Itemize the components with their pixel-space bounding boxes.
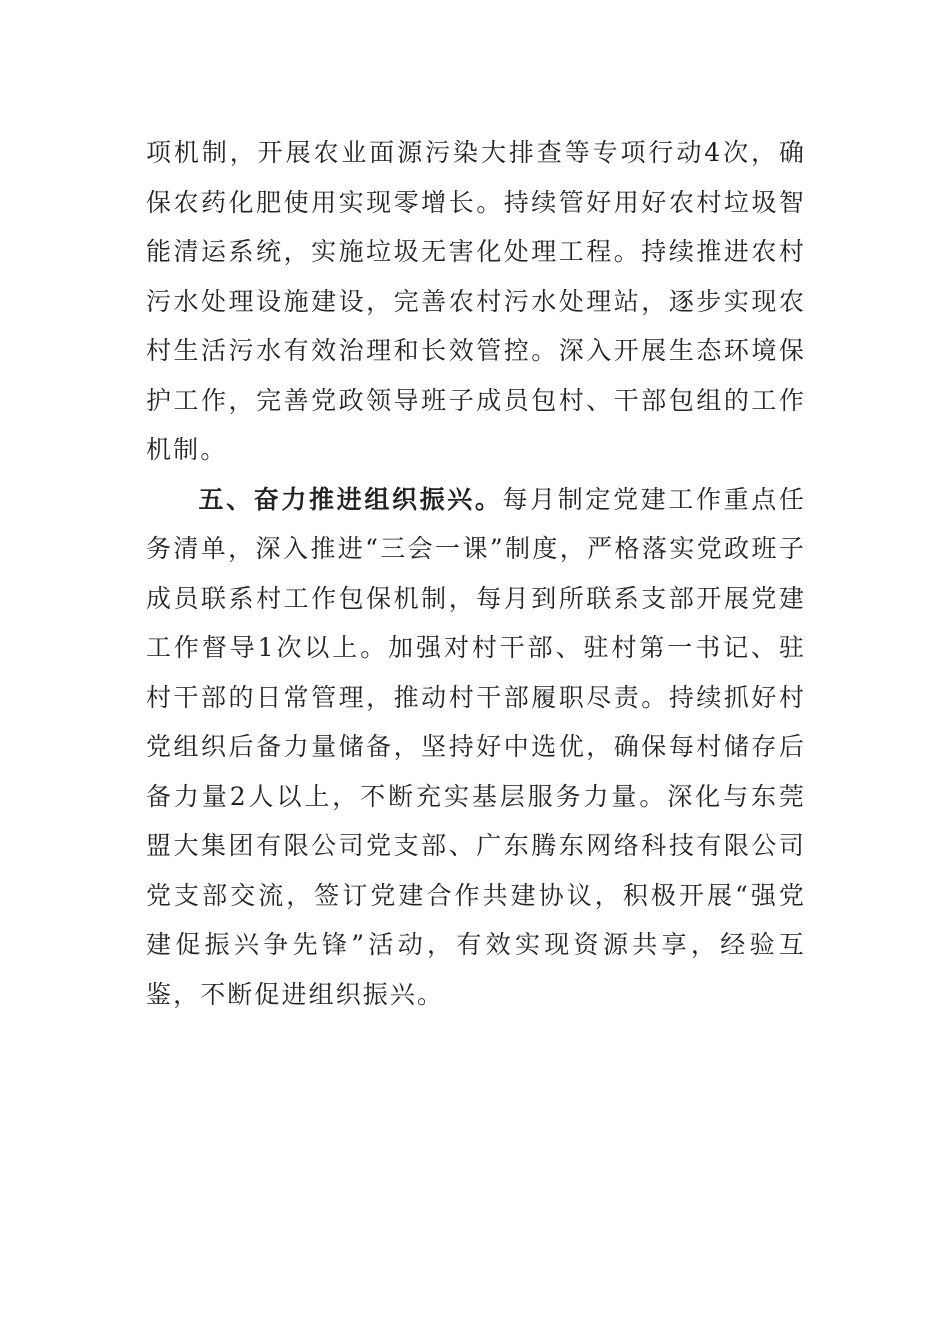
paragraph-text: 项机制，开展农业面源污染大排查等专项行动4次，确保农药化肥使用实现零增长。持续管好用好农村垃圾智能清运系统，实施垃圾无害化处理工程。持续推进农村污水处理设施建设，完善农村污水处理站，逐步实现农村生活污水有效治理和长效管控。深入开展生态环境保护工作，完善党政领导班子成员包村、干部包组的工作机制。 [146,138,806,464]
paragraph-text: 每月制定党建工作重点任务清单，深入推进“三会一课”制度，严格落实党政班子成员联系村工作包保机制，每月到所联系支部开展党建工作督导1次以上。加强对村干部、驻村第一书记、驻村干部的日常管理，推动村干部履职尽责。持续抓好村党组织后备力量储备，坚持好中选优，确保每村储存后备力量2人以上，不断充实基层服务力量。深化与东莞盟大集团有限公司党支部、广东腾东网络科技有限公司党支部交流，签订党建合作共建协议，积极开展“强党建促振兴争先锋”活动，有效实现资源共享，经验互鉴，不断促进组织振兴。 [146,484,806,1009]
section-heading: 五、奋力推进组织振兴。 [198,484,503,514]
paragraph-organization [146,475,806,1020]
document-body [146,128,806,1019]
paragraph-environment [146,128,806,475]
